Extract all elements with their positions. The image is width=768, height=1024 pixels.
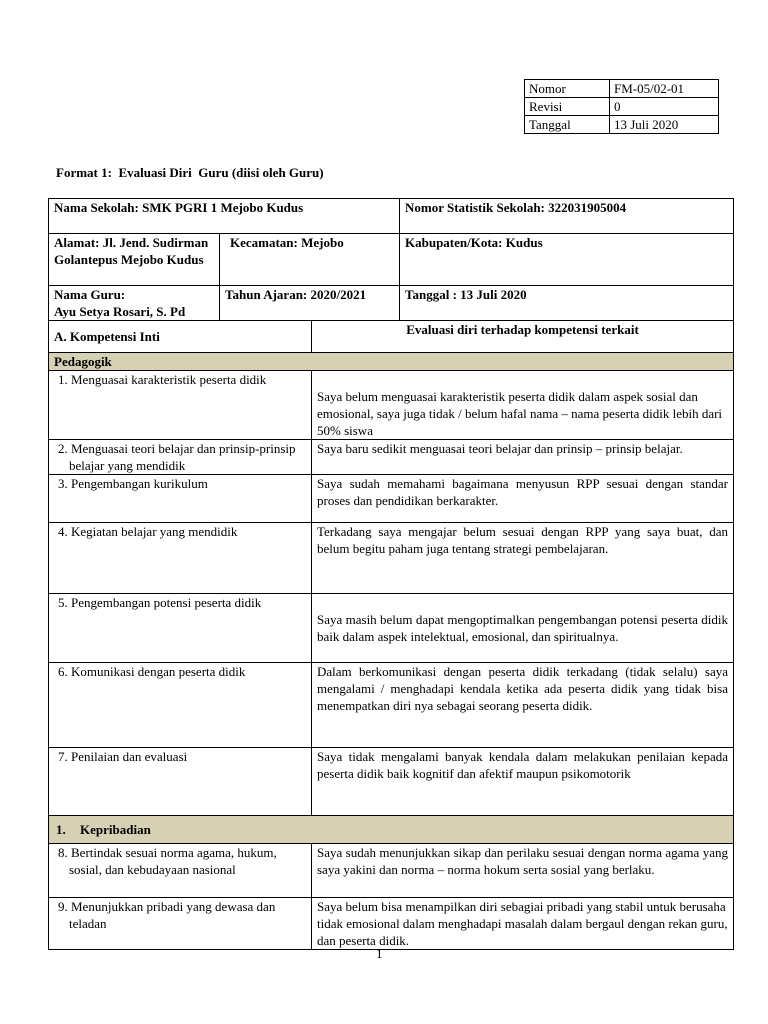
doc-info-label: Revisi [525, 98, 610, 116]
table-row [49, 523, 734, 594]
competence-item: 8. Bertindak sesuai norma agama, hukum, sosial, dan kebudayaan nasional [49, 844, 312, 898]
school-row [49, 199, 734, 234]
doc-info-value: 13 Juli 2020 [610, 116, 719, 134]
document-info-table [524, 79, 719, 134]
table-row [49, 594, 734, 663]
competence-item: 3. Pengembangan kurikulum [49, 475, 312, 523]
competence-item: 1. Menguasai karakteristik peserta didik [49, 371, 312, 440]
evaluation-text: Saya belum bisa menampilkan diri sebagiai pribadi yang stabil untuk berusaha tidak emosional dalam menghadapi masalah dalam bergaul dengan rekan guru, dan peserta didik. [312, 898, 734, 950]
doc-info-row [525, 98, 719, 116]
teacher-label: Nama Guru: [54, 287, 126, 302]
doc-info-row [525, 116, 719, 134]
page-number: 1 [376, 946, 383, 961]
evaluation-text: Saya sudah memahami bagaimana menyusun RPP sesuai dengan standar proses dan pendidikan berkarakter. [312, 475, 734, 523]
doc-info-label: Tanggal [525, 116, 610, 134]
table-row [49, 475, 734, 523]
evaluation-text: Saya baru sedikit menguasai teori belajar dan prinsip – prinsip belajar. [312, 440, 734, 475]
school-name-cell: Nama Sekolah: SMK PGRI 1 Mejobo Kudus [49, 199, 400, 234]
table-row [49, 371, 734, 440]
competence-item: 7. Penilaian dan evaluasi [49, 748, 312, 816]
format-title: Format 1: Evaluasi Diri Guru (diisi oleh Guru) [56, 165, 324, 180]
teacher-cell [49, 286, 220, 321]
section-number: 1. [56, 822, 66, 837]
section-kepribadian [49, 816, 734, 844]
competence-item: 6. Komunikasi dengan peserta didik [49, 663, 312, 748]
regency-cell: Kabupaten/Kota: Kudus [400, 234, 734, 286]
address-row [49, 234, 734, 286]
column-header-row [49, 321, 734, 353]
table-row [49, 663, 734, 748]
date-cell: Tanggal : 13 Juli 2020 [400, 286, 734, 321]
evaluation-text: Saya belum menguasai karakteristik peserta didik dalam aspek sosial dan emosional, saya juga tidak / belum hafal nama – nama peserta didik lebih dari 50% siswa [312, 371, 734, 440]
evaluation-text: Dalam berkomunikasi dengan peserta didik terkadang (tidak selalu) saya mengalami / menghadapi kendala ketika ada peserta didik yang tidak bisa menempatkan diri nya sebagai seorang peserta didik. [312, 663, 734, 748]
section-title: Kepribadian [80, 822, 151, 837]
competence-item: 9. Menunjukkan pribadi yang dewasa dan teladan [49, 898, 312, 950]
evaluation-table [48, 198, 734, 950]
teacher-name: Ayu Setya Rosari, S. Pd [54, 304, 186, 319]
doc-info-row [525, 80, 719, 98]
section-pedagogik: Pedagogik [49, 353, 734, 371]
table-row [49, 440, 734, 475]
address-cell: Alamat: Jl. Jend. Sudirman Golantepus Mejobo Kudus [49, 234, 220, 286]
district-cell: Kecamatan: Mejobo [220, 234, 400, 286]
section-row [49, 353, 734, 371]
statistic-number-cell: Nomor Statistik Sekolah: 322031905004 [400, 199, 734, 234]
evaluation-text: Saya tidak mengalami banyak kendala dalam melakukan penilaian kepada peserta didik baik kognitif dan afektif maupun psikomotorik [312, 748, 734, 816]
section-row [49, 816, 734, 844]
doc-info-value: FM-05/02-01 [610, 80, 719, 98]
core-competence-header: A. Kompetensi Inti [49, 321, 312, 353]
evaluation-text: Terkadang saya mengajar belum sesuai dengan RPP yang saya buat, dan belum begitu paham juga tentang strategi pembelajaran. [312, 523, 734, 594]
table-row [49, 844, 734, 898]
table-row [49, 748, 734, 816]
evaluation-text: Saya masih belum dapat mengoptimalkan pengembangan potensi peserta didik baik dalam aspek intelektual, emosional, dan spiritualnya. [312, 594, 734, 663]
competence-item: 2. Menguasai teori belajar dan prinsip-prinsip belajar yang mendidik [49, 440, 312, 475]
evaluation-text: Saya sudah menunjukkan sikap dan perilaku sesuai dengan norma agama yang saya yakini dan norma – norma hokum serta sosial yang berlaku. [312, 844, 734, 898]
academic-year-cell: Tahun Ajaran: 2020/2021 [220, 286, 400, 321]
doc-info-label: Nomor [525, 80, 610, 98]
self-evaluation-header: Evaluasi diri terhadap kompetensi terkait [312, 321, 734, 353]
competence-item: 4. Kegiatan belajar yang mendidik [49, 523, 312, 594]
table-row [49, 898, 734, 950]
teacher-row [49, 286, 734, 321]
doc-info-value: 0 [610, 98, 719, 116]
competence-item: 5. Pengembangan potensi peserta didik [49, 594, 312, 663]
